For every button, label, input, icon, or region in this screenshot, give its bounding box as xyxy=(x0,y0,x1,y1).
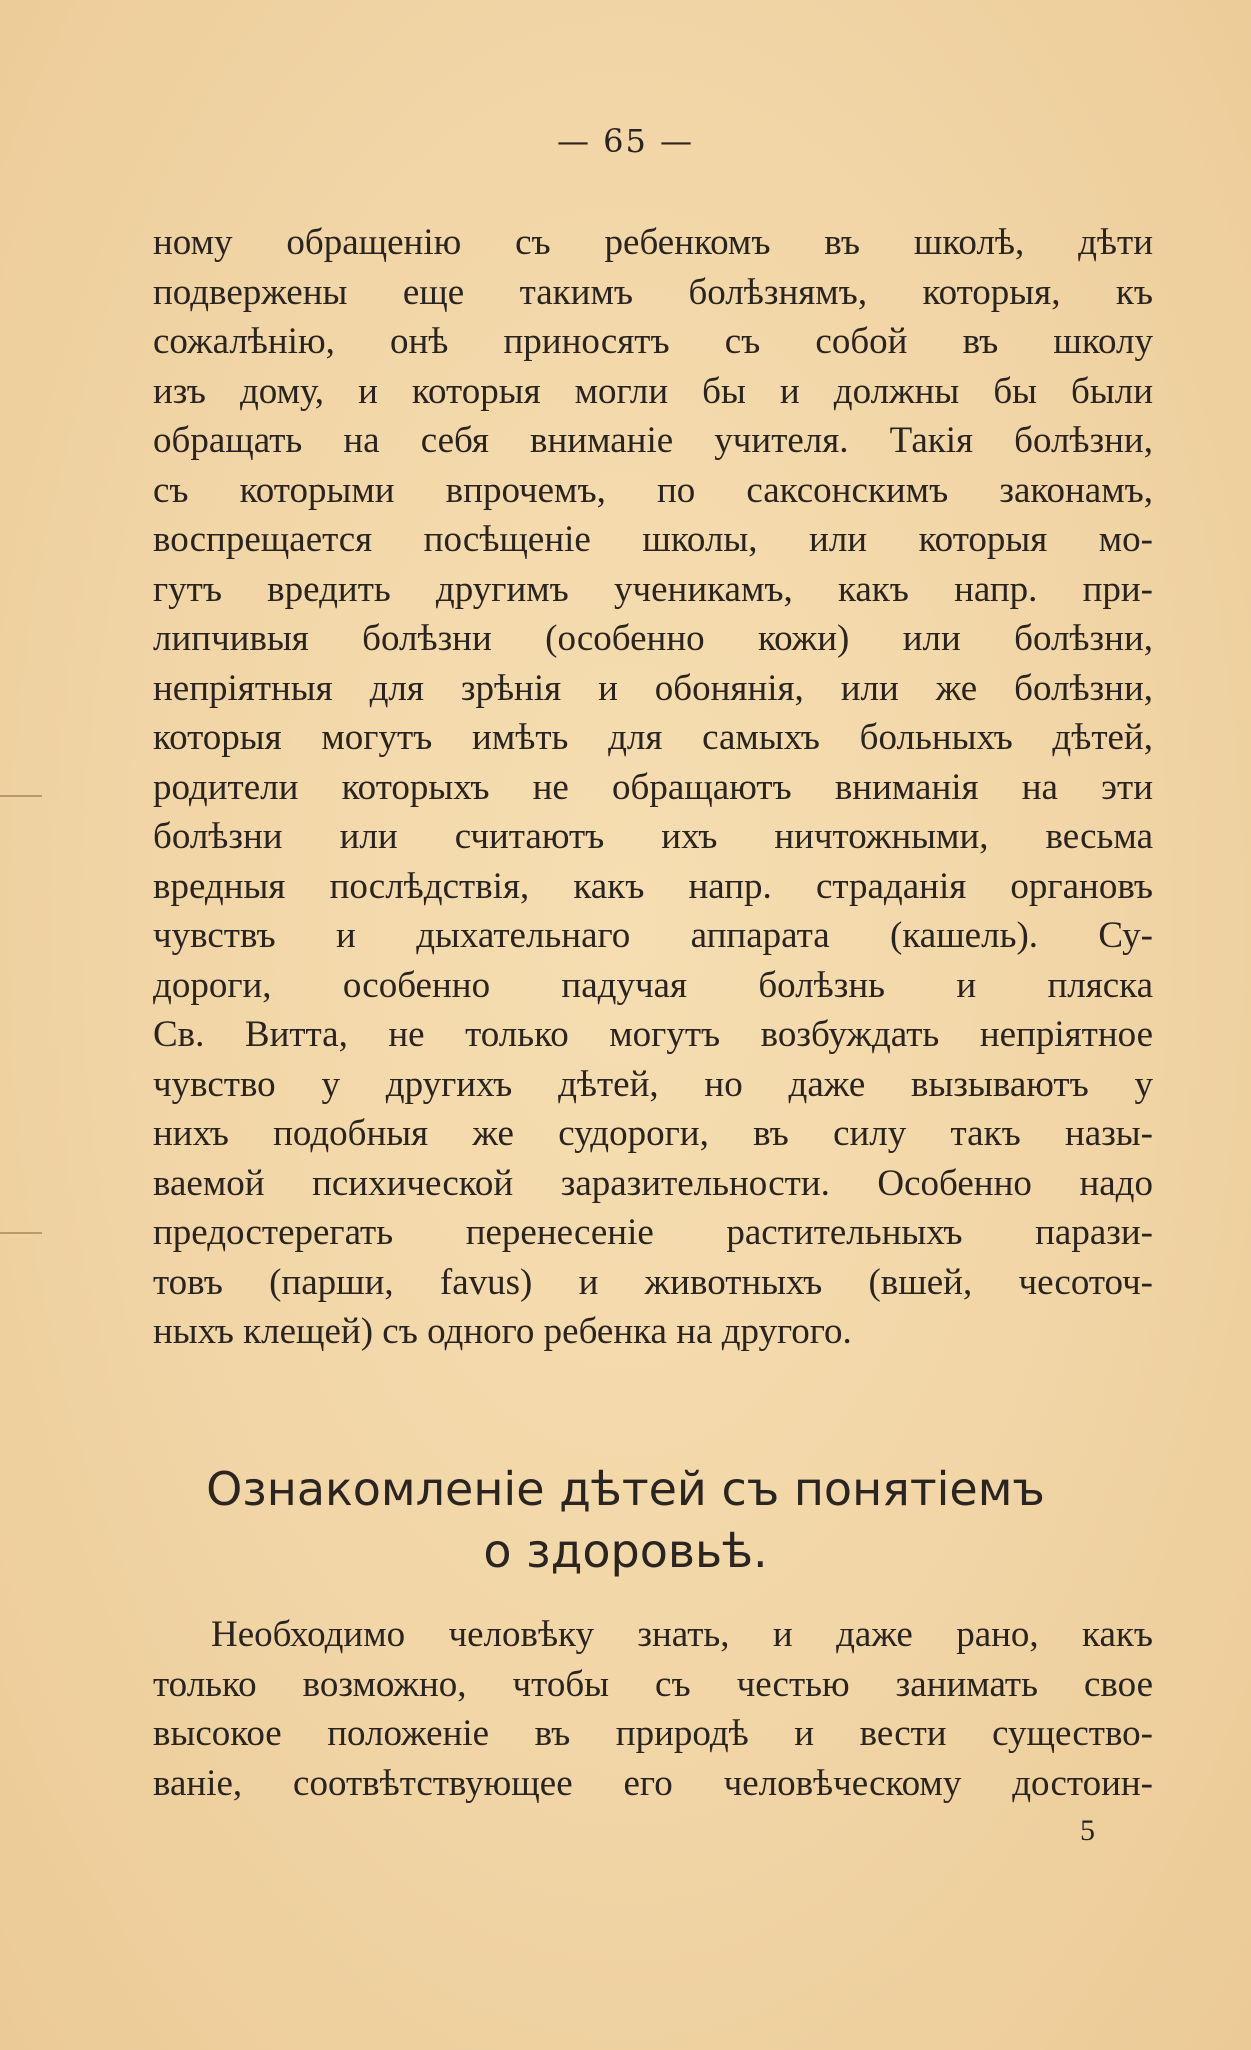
text-line: воспрещается посѣщеніе школы, или которыя мо- xyxy=(153,519,1153,560)
text-line: гутъ вредить другимъ ученикамъ, какъ напр. при- xyxy=(153,568,1153,610)
text-line: подвержены еще такимъ болѣзнямъ, которыя, къ xyxy=(153,271,1153,313)
text-line: обращать на себя вниманіе учителя. Такія болѣзни, xyxy=(153,420,1153,461)
text-line: съ которыми впрочемъ, по саксонскимъ законамъ, xyxy=(153,469,1153,511)
signature-mark: 5 xyxy=(1080,1814,1095,1847)
text-line: только возможно, чтобы съ честью занимать свое xyxy=(153,1663,1153,1705)
edge-mark xyxy=(0,1232,42,1234)
text-line: высокое положеніе въ природѣ и вести существо- xyxy=(153,1713,1153,1754)
text-line: сожалѣнію, онѣ приносятъ съ собой въ школу xyxy=(153,321,1153,362)
text-line: чувство у другихъ дѣтей, но даже вызываютъ у xyxy=(153,1063,1153,1105)
text-line: предостерегать перенесеніе растительныхъ парази- xyxy=(153,1212,1153,1253)
text-line: ныхъ клещей) съ одного ребенка на другого. xyxy=(153,1311,852,1352)
heading-line: Ознакомленіе дѣтей съ понятіемъ xyxy=(206,1462,1045,1516)
edge-mark xyxy=(0,795,42,797)
text-line: ному обращенію съ ребенкомъ въ школѣ, дѣти xyxy=(153,222,1153,263)
page-number: — 65 — xyxy=(556,122,695,160)
text-line: чувствъ и дыхательнаго аппарата (кашель). Су- xyxy=(153,915,1153,956)
section-heading xyxy=(0,1458,1251,1582)
text-line: которыя могутъ имѣть для самыхъ больныхъ дѣтей, xyxy=(153,717,1153,758)
text-line: родители которыхъ не обращаютъ вниманія на эти xyxy=(153,766,1153,808)
text-line: ваніе, соотвѣтствующее его человѣческому достоин- xyxy=(153,1762,1153,1804)
heading-line: о здоровьѣ. xyxy=(483,1524,768,1578)
text-line: Св. Витта, не только могутъ возбуждать непріятное xyxy=(153,1014,1153,1055)
text-line: болѣзни или считаютъ ихъ ничтожными, весьма xyxy=(153,816,1153,857)
paragraph-1 xyxy=(153,218,1153,1357)
text-line: непріятныя для зрѣнія и обонянія, или же болѣзни, xyxy=(153,667,1153,709)
paragraph-2 xyxy=(153,1610,1153,1808)
text-line: липчивыя болѣзни (особенно кожи) или болѣзни, xyxy=(153,618,1153,659)
text-line: Необходимо человѣку знать, и даже рано, какъ xyxy=(211,1614,1153,1655)
text-line: товъ (парши, favus) и животныхъ (вшей, чесоточ- xyxy=(153,1261,1153,1303)
text-line: дороги, особенно падучая болѣзнь и пляска xyxy=(153,964,1153,1006)
text-line: нихъ подобныя же судороги, въ силу такъ назы- xyxy=(153,1113,1153,1154)
text-line: вредныя послѣдствія, какъ напр. страданія органовъ xyxy=(153,865,1153,907)
text-line: изъ дому, и которыя могли бы и должны бы были xyxy=(153,370,1153,412)
text-line: ваемой психической заразительности. Особенно надо xyxy=(153,1162,1153,1204)
